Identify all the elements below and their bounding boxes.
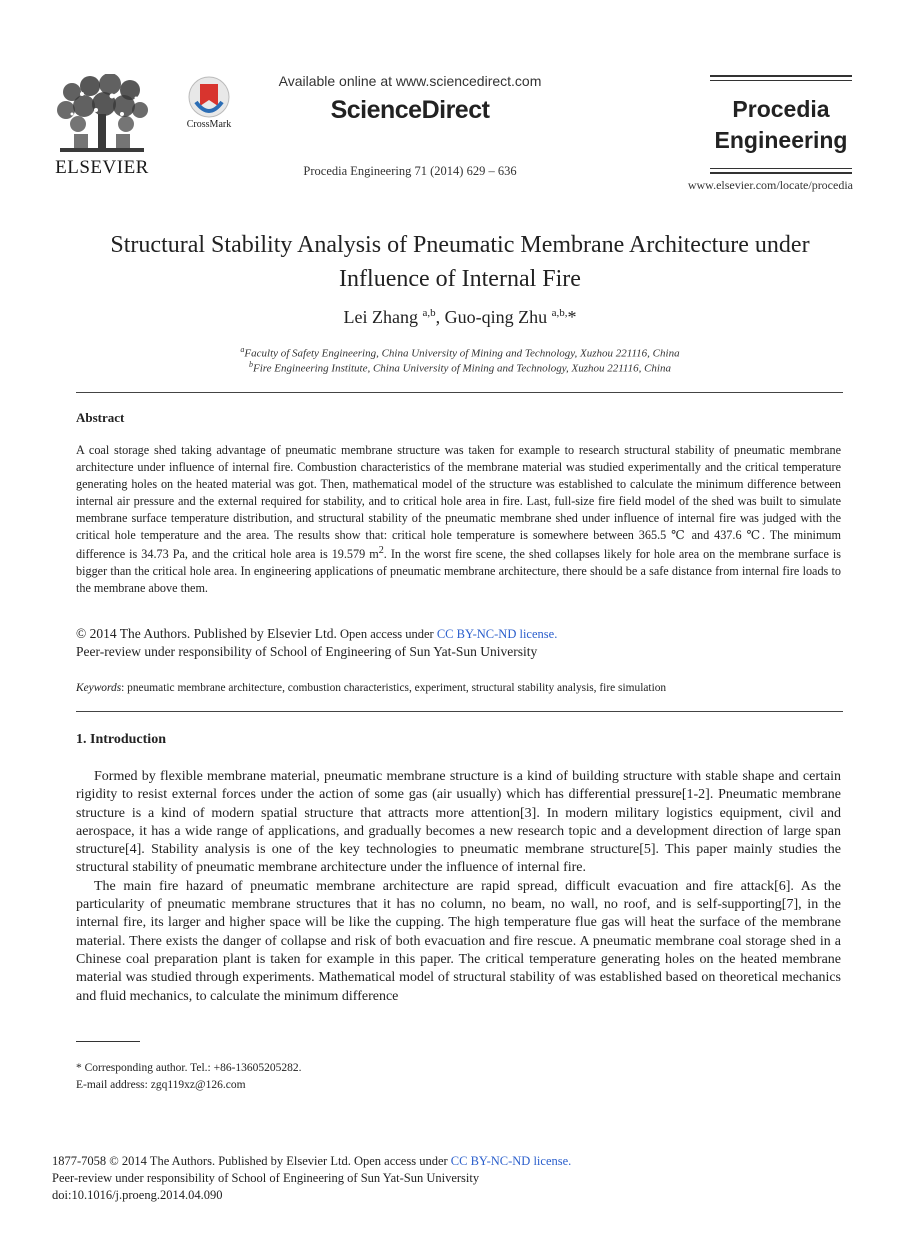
affiliation-text: Faculty of Safety Engineering, China University of Mining and Technology, Xuzhou 221116, China (244, 347, 680, 360)
keywords-list: : pneumatic membrane architecture, combustion characteristics, experiment, structural stability analysis, fire simulation (121, 682, 667, 694)
paragraph: Formed by flexible membrane material, pneumatic membrane structure is a kind of building structure with stable shape and certain rigidity to resist external forces under the action of some gas (air usually) which has differential pressure[1-2]. Pneumatic membrane structure is a kind of modern spatial structure that attracts more attention[3]. In modern military logistics equipment, civil and aerospace, it has a wide range of applications, and gradually becomes a new research topic and a development direction of large span structure[4]. Stability analysis is one of the key technologies to pneumatic membrane structure[5]. This paper mainly studies the structural stability of pneumatic membrane architecture under the influence of internal fire. (76, 769, 841, 876)
corresponding-author-mark: * (567, 307, 577, 327)
abstract-heading: Abstract (76, 410, 125, 425)
journal-rule (710, 80, 852, 81)
journal-title (710, 94, 852, 156)
author-name: Lei Zhang (343, 307, 418, 327)
abstract-superscript: 2 (378, 545, 384, 557)
introduction-heading: 1. Introduction (76, 732, 166, 747)
paper-title (60, 228, 860, 296)
copyright-block (76, 625, 841, 661)
paper-title-line1: Structural Stability Analysis of Pneumatic Membrane Architecture under (110, 232, 810, 258)
journal-rule (710, 172, 852, 174)
license-link[interactable]: CC BY-NC-ND license. (436, 627, 558, 641)
footer-peer-review: Peer-review under responsibility of School of Engineering of Sun Yat-Sun University (52, 1171, 480, 1185)
affiliation-b (60, 360, 860, 375)
keywords-label: Keywords (76, 682, 122, 694)
open-access-text: Open access under (336, 627, 437, 641)
paper-title-line2: Influence of Internal Fire (339, 266, 581, 292)
affiliation-mark: a (240, 345, 245, 354)
journal-title-line1: Procedia (732, 96, 830, 122)
affiliation-mark: b (249, 360, 254, 369)
author-name: Guo-qing Zhu (444, 307, 548, 327)
section-divider (76, 711, 843, 712)
abstract-text: A coal storage shed taking advantage of pneumatic membrane structure was taken for example to research structural stability of pneumatic membrane architecture under influence of internal fire. Combustion characteristics of the membrane material was studied experimentally and the critical temperature generating holes on the heated material was got. Then, mathematical model of the structure was established to calculate the minimum difference between internal air pressure and the external required for stability, and to critical hole area in fire. Last, full-size fire field model of the shed was built to simulate membrane surface temperature distribution, and structural stability of the pneumatic membrane shed under influence of internal fire was judged with the critical hole temperature and the area. The results show that: critical hole temperature is somewhere between 365.5 ℃ and 437.6 ℃. The minimum difference is 34.73 Pa, and the critical hole area is 19.579 m (76, 443, 841, 562)
journal-title-line2: Engineering (714, 127, 848, 153)
author-affiliation-mark: a,b, (551, 307, 568, 319)
author-separator: , (435, 307, 445, 327)
corresponding-author-footnote: * Corresponding author. Tel.: +86-13605205282. (76, 1062, 302, 1074)
keywords (76, 682, 841, 694)
crossmark-label: CrossMark (186, 119, 232, 130)
abstract-text: . In the worst fire scene, the shed collapses likely for hole area on the membrane surface is bigger than the critical hole area. In engineering applications of pneumatic membrane architecture, there should be a safe distance from internal fire loads to the membrane above them. (76, 547, 841, 596)
page-footer (52, 1153, 852, 1204)
footer-license-link[interactable]: CC BY-NC-ND license. (450, 1154, 572, 1168)
author-affiliation-mark: a,b (422, 307, 436, 319)
journal-url[interactable]: www.elsevier.com/locate/procedia (687, 178, 853, 192)
introduction-body (76, 768, 841, 1006)
footnote-rule (76, 1041, 140, 1042)
journal-rule (710, 75, 852, 77)
elsevier-wordmark: ELSEVIER (55, 157, 149, 178)
peer-review-text: Peer-review under responsibility of School of Engineering of Sun Yat-Sun University (76, 644, 538, 659)
available-online-text[interactable]: Available online at www.sciencedirect.com (278, 73, 542, 89)
section-divider (76, 392, 843, 393)
author-list (60, 307, 860, 328)
abstract-body (76, 442, 841, 597)
sciencedirect-wordmark: ScienceDirect (330, 96, 490, 124)
doi[interactable]: doi:10.1016/j.proeng.2014.04.090 (52, 1188, 223, 1202)
issn-copyright: 1877-7058 © 2014 The Authors. Published by Elsevier Ltd. Open access under (52, 1154, 451, 1168)
affiliation-a (60, 345, 860, 360)
copyright-text: © 2014 The Authors. Published by Elsevier Ltd. (76, 626, 337, 641)
email-footnote: E-mail address: zgq119xz@126.com (76, 1079, 246, 1091)
affiliation-text: Fire Engineering Institute, China University of Mining and Technology, Xuzhou 221116, China (253, 362, 671, 375)
paragraph: The main fire hazard of pneumatic membrane architecture are rapid spread, difficult evacuation and fire attack[6]. As the particularity of pneumatic membrane structures that it has no column, no beam, no wall, no roof, and is self-supporting[7], in the internal fire, its larger and higher space will be like the cupping. The high temperature flue gas will heat the surface of the membrane material. There exists the danger of collapse and risk of both evacuation and fire rescue. A pneumatic membrane coal storage shed in a Chinese coal preparation plant is taken for example in this paper. The critical temperature generating holes on the heated membrane material was studied through experiments. Mathematical model of structural stability of was established based on theoretical mechanics and fluid mechanics, to calculate the minimum difference (76, 878, 841, 1004)
journal-rule (710, 168, 852, 169)
journal-reference: Procedia Engineering 71 (2014) 629 – 636 (303, 164, 517, 178)
